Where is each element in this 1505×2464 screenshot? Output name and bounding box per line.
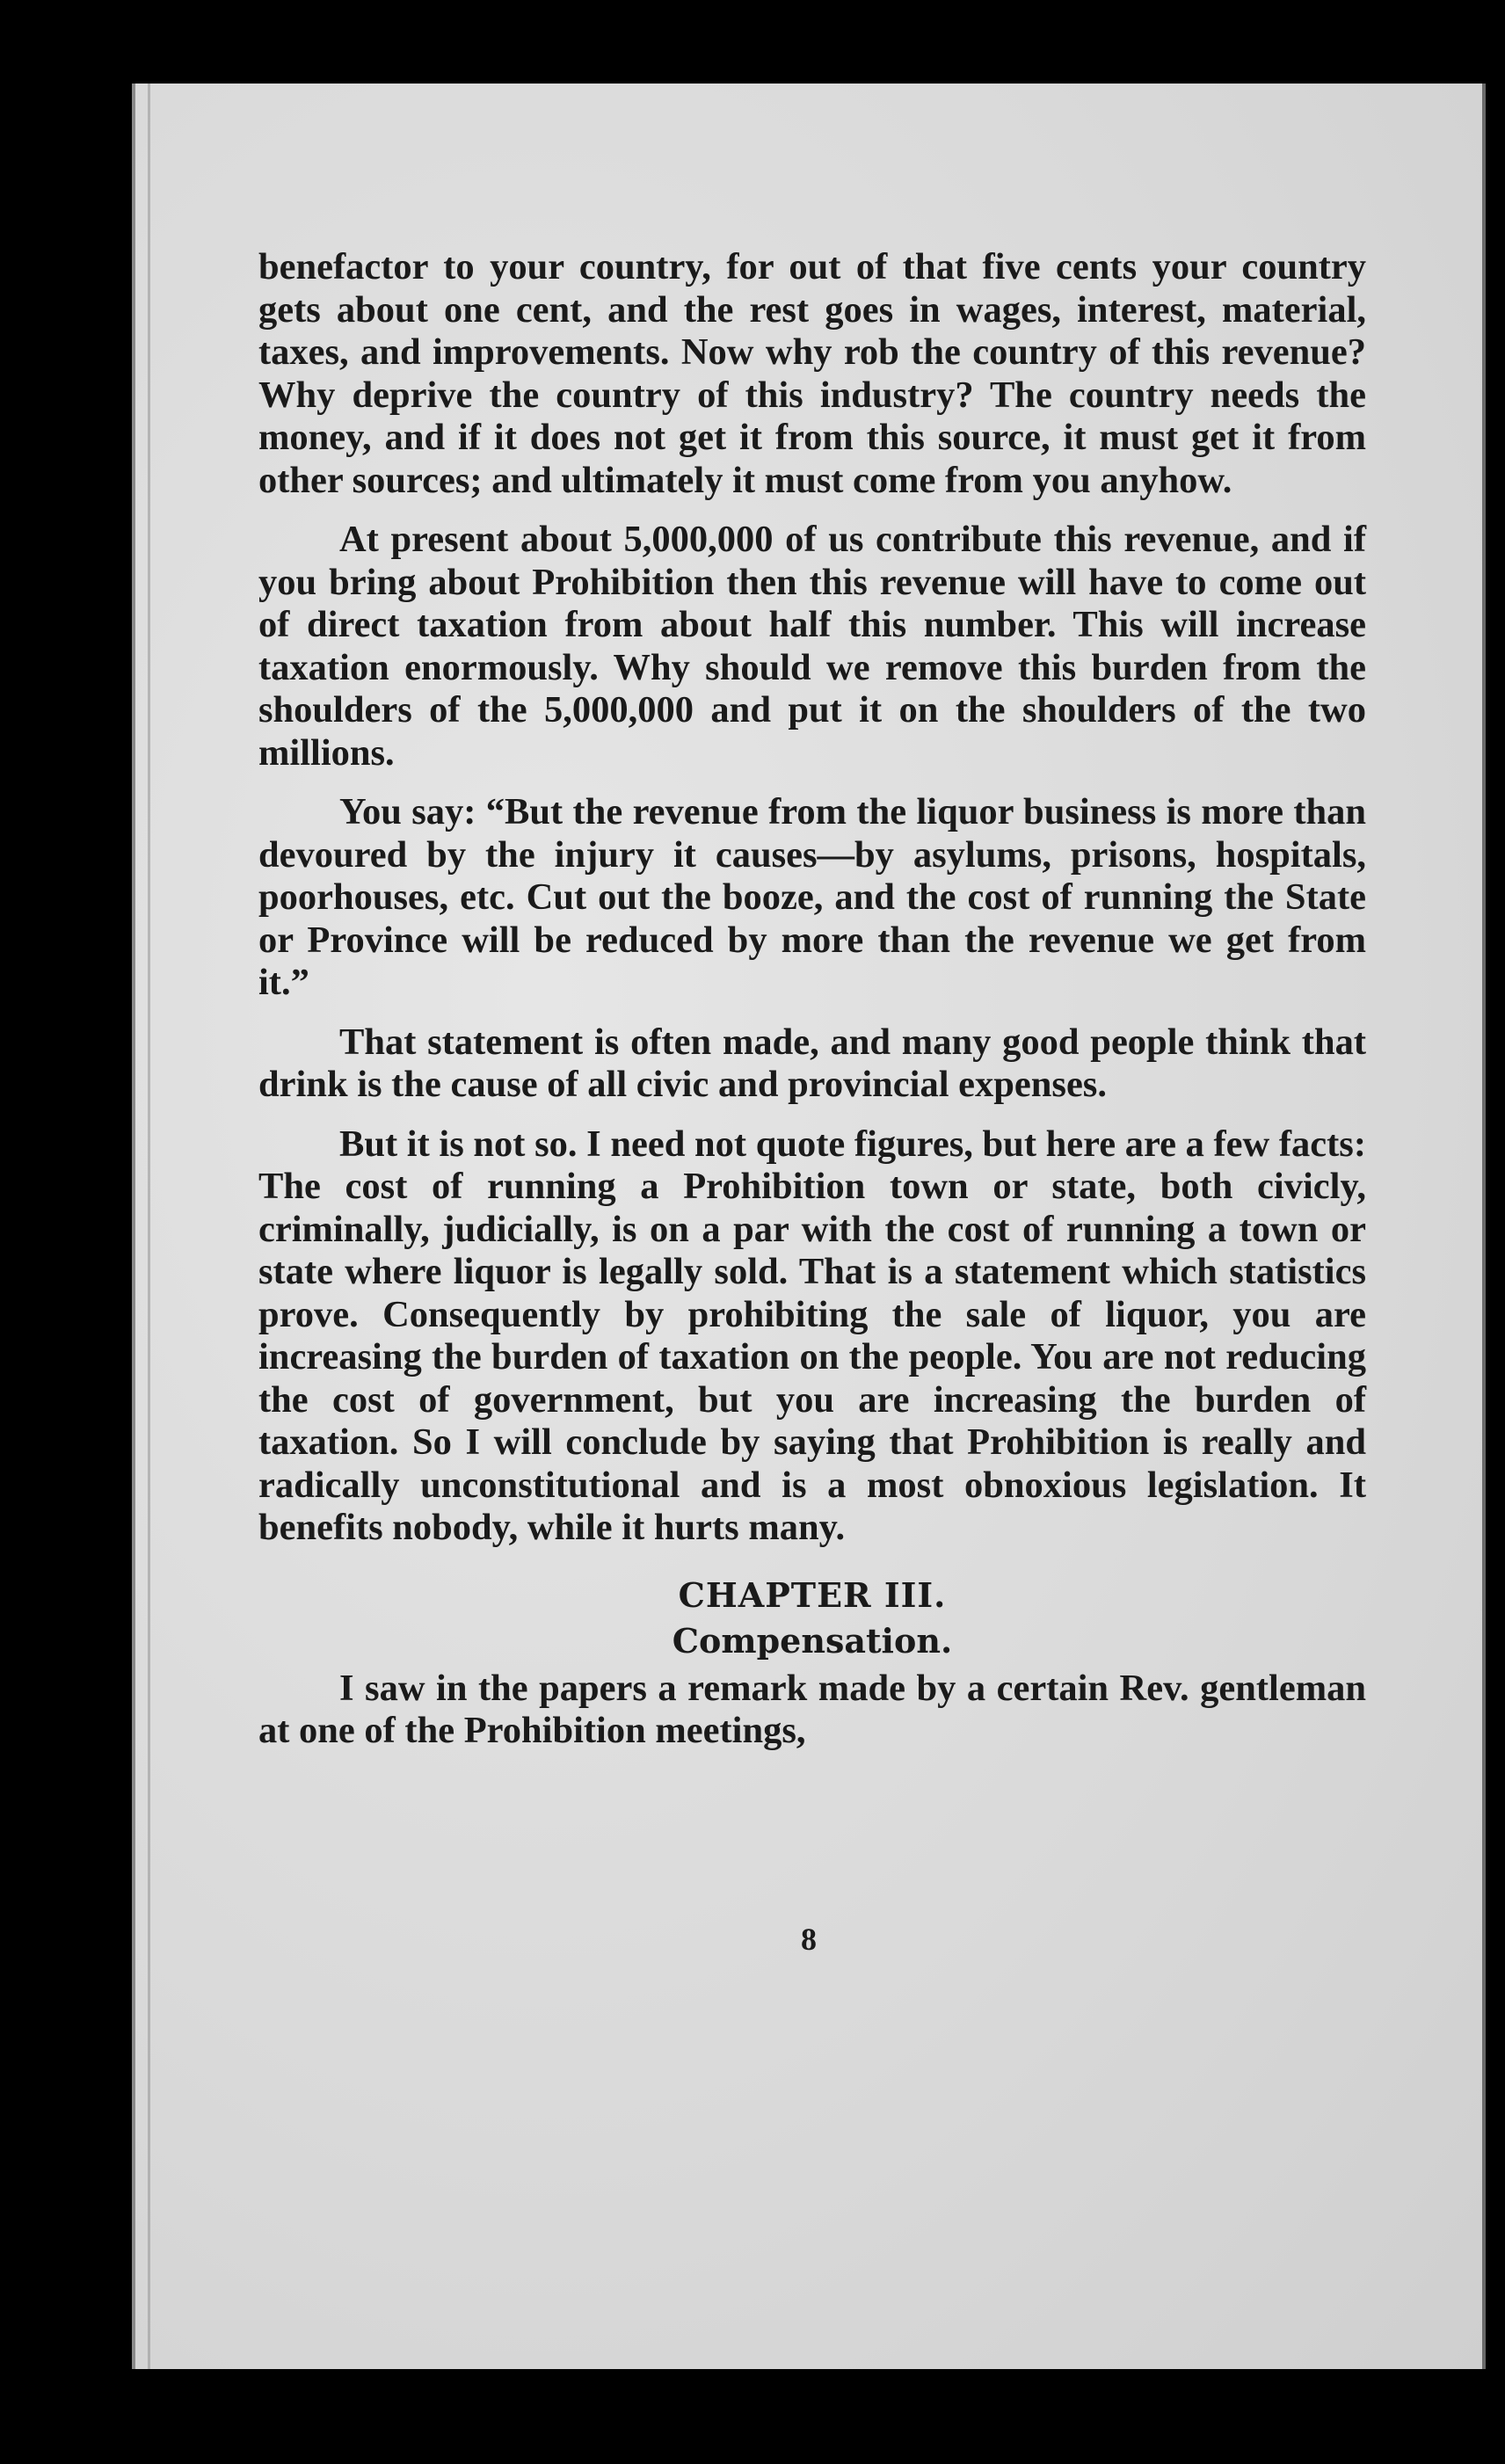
paragraph: benefactor to your country, for out of that five cents your country gets about one cent, and the rest goes in wages, interest, material, taxes, and improvements. Now why rob the country of this revenue? Why deprive the country of this industry? The country needs the money, and if it does not get it from this source, it must get it from other sources; and ultimately it must come from you anyhow. — [258, 246, 1366, 501]
paragraph: I saw in the papers a remark made by a certain Rev. gentleman at one of the Prohibition meetings, — [258, 1667, 1366, 1751]
chapter-heading: CHAPTER III. — [678, 1574, 947, 1615]
document-page — [132, 84, 1486, 2369]
paragraph: That statement is often made, and many good people think that drink is the cause of all civic and provincial expenses. — [258, 1021, 1366, 1105]
paragraph: At present about 5,000,000 of us contribute this revenue, and if you bring about Prohibition then this revenue will have to come out of direct taxation from about half this number. This will increase taxation enormously. Why should we remove this burden from the shoulders of the 5,000,000 and put it on the shoulders of the two millions. — [258, 519, 1366, 774]
page-number: 8 — [801, 1922, 817, 1957]
paragraph: You say: “But the revenue from the liquor business is more than devoured by the injury it causes—by asylums, prisons, hospitals, poorhouses, etc. Cut out the booze, and the cost of running the State or Province will be reduced by more than the revenue we get from it.” — [258, 791, 1366, 1003]
chapter-title: Compensation. — [672, 1620, 953, 1661]
paragraph: But it is not so. I need not quote figures, but here are a few facts: The cost of running a Prohibition town or state, both civicly, criminally, judicially, is on a par with the cost of running a town or state where liquor is legally sold. That is a statement which statistics prove. Consequently by prohibiting the sale of liquor, you are increasing the burden of taxation on the people. You are not reducing the cost of government, but you are increasing the burden of taxation. So I will conclude by saying that Prohibition is really and radically unconstitutional and is a most obnoxious legislation. It benefits nobody, while it hurts many. — [258, 1123, 1366, 1548]
body-text — [258, 246, 1366, 1770]
